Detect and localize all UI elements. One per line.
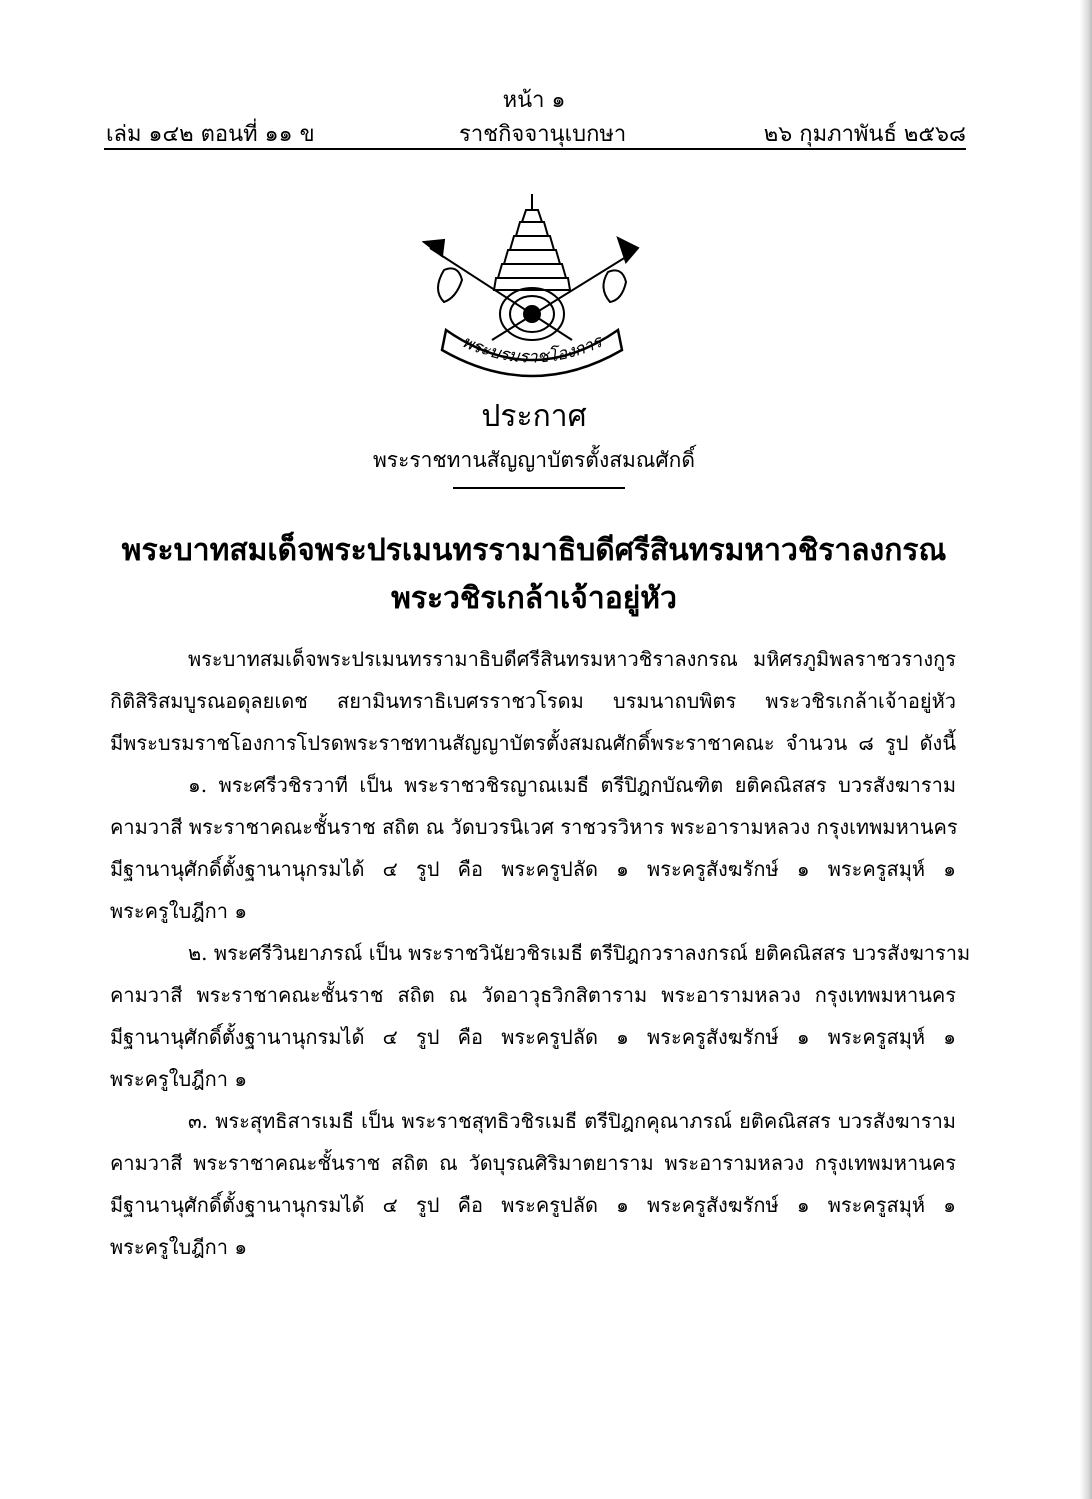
- gazette-name: ราชกิจจานุเบกษา: [459, 122, 627, 147]
- announcement-heading: ประกาศ: [481, 399, 587, 434]
- item-1-line-1: ๑. พระศรีวชิรวาที เป็น พระราชวชิรญาณเมธี ตรีปิฎกบัณฑิต ยติคณิสสร บวรสังฆาราม: [188, 773, 956, 797]
- king-title: [0, 527, 1068, 623]
- page-number: หน้า ๑: [502, 88, 566, 113]
- announcement-body: [110, 638, 971, 1268]
- page-edge-shadow: [1080, 0, 1092, 1499]
- item-2-line-3: มีฐานานุศักดิ์ตั้งฐานานุกรมได้ ๔ รูป คือ พระครูปลัด ๑ พระครูสังฆรักษ์ ๑ พระครูสมุห์ ๑: [110, 1025, 956, 1049]
- volume-issue: เล่ม ๑๔๒ ตอนที่ ๑๑ ข: [106, 122, 315, 147]
- title-divider: [453, 487, 625, 489]
- svg-text:พระบรมราชโองการ: [459, 331, 607, 367]
- item-2-line-1: ๒. พระศรีวินยาภรณ์ เป็น พระราชวินัยวชิรเมธี ตรีปิฎกวราลงกรณ์ ยติคณิสสร บวรสังฆาราม: [188, 941, 971, 965]
- item-3-line-3: มีฐานานุศักดิ์ตั้งฐานานุกรมได้ ๔ รูป คือ พระครูปลัด ๑ พระครูสังฆรักษ์ ๑ พระครูสมุห์ ๑: [110, 1193, 956, 1217]
- item-2-line-2: คามวาสี พระราชาคณะชั้นราช สถิต ณ วัดอาวุธวิกสิตาราม พระอารามหลวง กรุงเทพมหานคร: [110, 983, 956, 1007]
- king-title-line-2: พระวชิรเกล้าเจ้าอยู่หัว: [391, 581, 677, 616]
- emblem-motto: พระบรมราชโองการ: [458, 331, 606, 368]
- gazette-header: [104, 116, 966, 150]
- royal-command-emblem-icon: [422, 190, 642, 380]
- item-1-line-3: มีฐานานุศักดิ์ตั้งฐานานุกรมได้ ๔ รูป คือ พระครูปลัด ๑ พระครูสังฆรักษ์ ๑ พระครูสมุห์ ๑: [110, 857, 956, 881]
- intro-line-1: พระบาทสมเด็จพระปรเมนทรรามาธิบดีศรีสินทรมหาวชิราลงกรณ มหิศรภูมิพลราชวรางกูร: [188, 647, 956, 671]
- intro-line-3: มีพระบรมราชโองการโปรดพระราชทานสัญญาบัตรตั้งสมณศักดิ์พระราชาคณะ จำนวน ๘ รูป ดังนี้: [110, 731, 956, 755]
- intro-line-2: กิติสิริสมบูรณอดุลยเดช สยามินทราธิเบศรราชวโรดม บรมนาถบพิตร พระวชิรเกล้าเจ้าอยู่หัว: [110, 689, 956, 713]
- item-1-line-4: พระครูใบฎีกา ๑: [110, 899, 248, 923]
- item-3-line-1: ๓. พระสุทธิสารเมธี เป็น พระราชสุทธิวชิรเมธี ตรีปิฎกคุณาภรณ์ ยติคณิสสร บวรสังฆาราม: [188, 1109, 956, 1133]
- item-3-line-2: คามวาสี พระราชาคณะชั้นราช สถิต ณ วัดบุรณศิริมาตยาราม พระอารามหลวง กรุงเทพมหานคร: [110, 1151, 956, 1175]
- king-title-line-1: พระบาทสมเด็จพระปรเมนทรรามาธิบดีศรีสินทรมหาวชิราลงกรณ: [121, 533, 947, 568]
- item-2-line-4: พระครูใบฎีกา ๑: [110, 1067, 248, 1091]
- announcement-subject: พระราชทานสัญญาบัตรตั้งสมณศักดิ์: [372, 448, 696, 472]
- item-1-line-2: คามวาสี พระราชาคณะชั้นราช สถิต ณ วัดบวรนิเวศ ราชวรวิหาร พระอารามหลวง กรุงเทพมหานคร: [110, 815, 958, 839]
- item-3-line-4: พระครูใบฎีกา ๑: [110, 1235, 248, 1259]
- publication-date: ๒๖ กุมภาพันธ์ ๒๕๖๘: [763, 122, 966, 147]
